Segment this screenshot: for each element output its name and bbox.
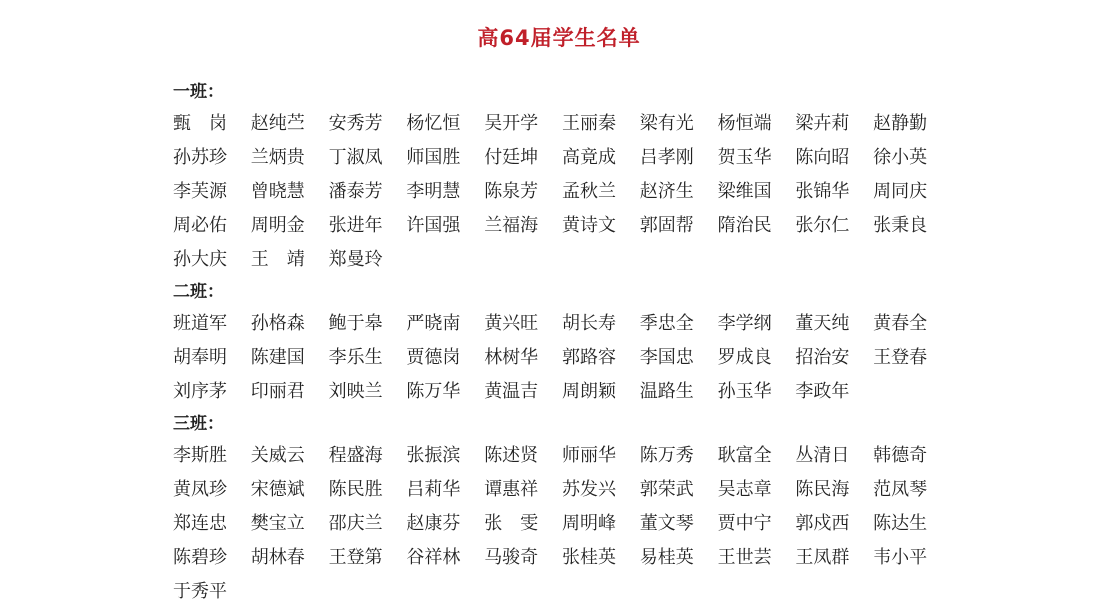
student-name: 吕孝刚	[639, 147, 694, 168]
student-name: 季忠全	[639, 313, 694, 334]
student-name: 李乐生	[328, 347, 383, 368]
student-name: 韦小平	[873, 547, 928, 568]
student-name: 陈万秀	[639, 445, 694, 466]
student-name: 胡林春	[250, 547, 305, 568]
student-name: 程盛海	[328, 445, 383, 466]
student-name: 郭路容	[561, 347, 616, 368]
student-name: 周同庆	[873, 181, 928, 202]
student-name: 黄温吉	[484, 381, 539, 402]
student-name: 韩德奇	[873, 445, 928, 466]
student-name: 师国胜	[406, 147, 461, 168]
student-name: 李政年	[795, 381, 850, 402]
class-1-names	[173, 107, 953, 277]
student-name: 杨恒端	[717, 113, 772, 134]
student-name: 董天纯	[795, 313, 850, 334]
student-name: 李学纲	[717, 313, 772, 334]
student-name: 陈民海	[795, 479, 850, 500]
student-name: 甄 岗	[173, 113, 227, 134]
student-name: 王登第	[328, 547, 383, 568]
student-name: 贾德岗	[406, 347, 461, 368]
student-name: 黄凤珍	[173, 479, 227, 500]
student-name: 高竟成	[561, 147, 616, 168]
student-name: 邵庆兰	[328, 513, 383, 534]
student-name: 梁有光	[639, 113, 694, 134]
student-name: 梁卉莉	[795, 113, 850, 134]
student-name: 许国强	[406, 215, 461, 236]
student-name: 李明慧	[406, 181, 461, 202]
student-name: 李国忠	[639, 347, 694, 368]
student-name: 王世芸	[717, 547, 772, 568]
student-name: 谭惠祥	[484, 479, 539, 500]
page-title: 高64届学生名单	[477, 26, 641, 50]
student-name: 关威云	[250, 445, 305, 466]
student-name: 张桂英	[561, 547, 616, 568]
student-name: 梁维国	[717, 181, 772, 202]
class-2-section	[173, 277, 973, 409]
student-name: 贺玉华	[717, 147, 772, 168]
student-name: 郭戍西	[795, 513, 850, 534]
student-name: 杨忆恒	[406, 113, 461, 134]
student-name: 樊宝立	[250, 513, 305, 534]
student-name: 李斯胜	[173, 445, 227, 466]
student-name: 耿富全	[717, 445, 772, 466]
student-name: 招治安	[795, 347, 850, 368]
student-name: 温路生	[639, 381, 694, 402]
student-name: 严晓南	[406, 313, 461, 334]
student-name: 孙苏珍	[173, 147, 227, 168]
student-name: 赵纯苎	[250, 113, 305, 134]
student-name: 鲍于皋	[328, 313, 383, 334]
student-name: 陈述贤	[484, 445, 539, 466]
student-name: 罗成良	[717, 347, 772, 368]
class-lists	[173, 77, 973, 609]
student-name: 郑连忠	[173, 513, 227, 534]
student-name: 王丽秦	[561, 113, 616, 134]
student-name: 林树华	[484, 347, 539, 368]
student-name: 陈碧珍	[173, 547, 227, 568]
student-name: 隋治民	[717, 215, 772, 236]
student-name: 周朗颖	[561, 381, 616, 402]
student-name: 郭荣武	[639, 479, 694, 500]
student-name: 丛清日	[795, 445, 850, 466]
student-name: 赵静勤	[873, 113, 928, 134]
student-name: 于秀平	[173, 581, 227, 602]
student-name: 孙大庆	[173, 249, 227, 270]
class-1-label: 一班：	[173, 82, 224, 102]
student-name: 孙格森	[250, 313, 305, 334]
student-name: 付廷坤	[484, 147, 539, 168]
student-name: 周明峰	[561, 513, 616, 534]
student-name: 周必佑	[173, 215, 227, 236]
student-name: 师丽华	[561, 445, 616, 466]
student-name: 张进年	[328, 215, 383, 236]
student-name: 张尔仁	[795, 215, 850, 236]
student-name: 刘映兰	[328, 381, 383, 402]
student-name: 宋德斌	[250, 479, 305, 500]
student-name: 吴志章	[717, 479, 772, 500]
class-3-label: 三班：	[173, 414, 224, 434]
student-name: 李芙源	[173, 181, 227, 202]
student-name: 徐小英	[873, 147, 928, 168]
student-name: 黄诗文	[561, 215, 616, 236]
student-name: 张锦华	[795, 181, 850, 202]
student-name: 安秀芳	[328, 113, 383, 134]
student-name: 张秉良	[873, 215, 928, 236]
student-name: 黄春全	[873, 313, 928, 334]
student-name: 张 雯	[484, 513, 539, 534]
student-name: 胡奉明	[173, 347, 227, 368]
student-name: 董文琴	[639, 513, 694, 534]
student-name: 谷祥林	[406, 547, 461, 568]
student-name: 兰炳贵	[250, 147, 305, 168]
student-name: 丁淑凤	[328, 147, 383, 168]
student-name: 贾中宁	[717, 513, 772, 534]
student-name: 周明金	[250, 215, 305, 236]
student-name: 郑曼玲	[328, 249, 383, 270]
student-name: 吕莉华	[406, 479, 461, 500]
student-name: 王凤群	[795, 547, 850, 568]
student-name: 陈达生	[873, 513, 928, 534]
student-name: 赵康芬	[406, 513, 461, 534]
student-name: 苏发兴	[561, 479, 616, 500]
class-2-names	[173, 307, 953, 409]
student-name: 孙玉华	[717, 381, 772, 402]
student-name: 王登春	[873, 347, 928, 368]
student-name: 黄兴旺	[484, 313, 539, 334]
student-name: 陈建国	[250, 347, 305, 368]
student-name: 陈向昭	[795, 147, 850, 168]
student-name: 吴开学	[484, 113, 539, 134]
student-name: 马骏奇	[484, 547, 539, 568]
student-name: 范凤琴	[873, 479, 928, 500]
student-name: 张振滨	[406, 445, 461, 466]
student-name: 陈民胜	[328, 479, 383, 500]
student-name: 曾晓慧	[250, 181, 305, 202]
class-3-names	[173, 439, 953, 609]
student-name: 潘泰芳	[328, 181, 383, 202]
class-2-label: 二班：	[173, 282, 224, 302]
class-1-section	[173, 77, 973, 277]
student-name: 印丽君	[250, 381, 305, 402]
student-name: 刘序茅	[173, 381, 227, 402]
class-3-section	[173, 409, 973, 609]
student-name: 王 靖	[250, 249, 305, 270]
student-name: 兰福海	[484, 215, 539, 236]
student-name: 赵济生	[639, 181, 694, 202]
student-name: 班道军	[173, 313, 227, 334]
student-name: 孟秋兰	[561, 181, 616, 202]
student-name: 易桂英	[639, 547, 694, 568]
student-name: 郭固帮	[639, 215, 694, 236]
student-name: 陈万华	[406, 381, 461, 402]
student-name: 陈泉芳	[484, 181, 539, 202]
student-name: 胡长寿	[561, 313, 616, 334]
